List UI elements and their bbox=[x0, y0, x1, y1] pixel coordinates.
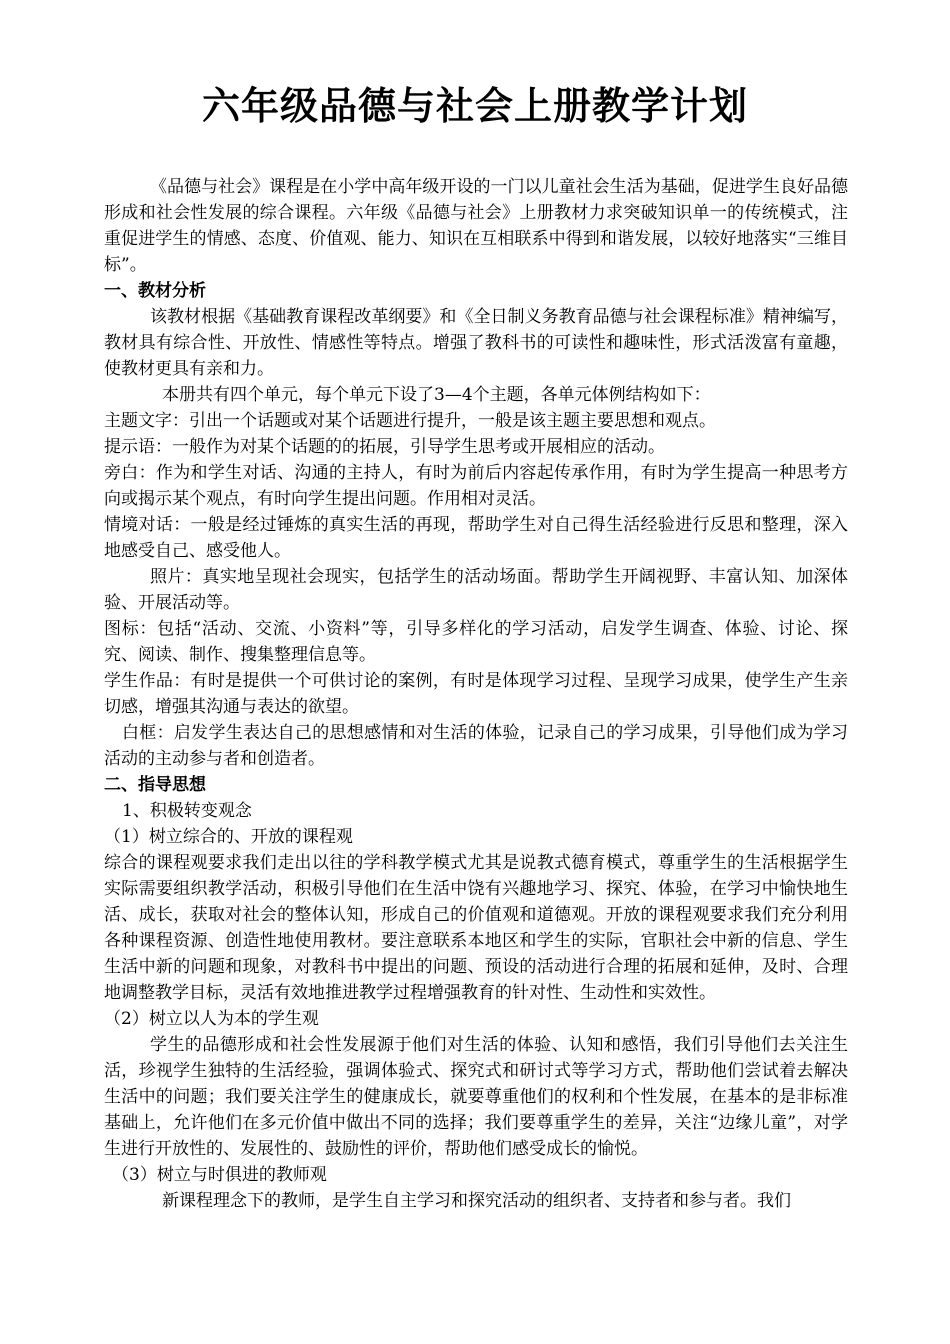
paragraph: 图标：包括“活动、交流、小资料”等，引导多样化的学习活动，启发学生调查、体验、讨论、探究、阅读、制作、搜集整理信息等。 bbox=[104, 619, 848, 665]
intro-paragraph: 《品德与社会》课程是在小学中高年级开设的一门以儿童社会生活为基础，促进学生良好品德形成和社会性发展的综合课程。六年级《品德与社会》上册教材力求突破知识单一的传统模式，注重促进学生的情感、态度、价值观、能力、知识在互相联系中得到和谐发展，以较好地落实“三维目标”。 bbox=[104, 177, 848, 275]
subheading: 1、积极转变观念 bbox=[122, 801, 252, 821]
paragraph: 照片：真实地呈现社会现实，包括学生的活动场面。帮助学生开阔视野、丰富认知、加深体验、开展活动等。 bbox=[104, 567, 848, 613]
paragraph: 提示语：一般作为对某个话题的的拓展，引导学生思考或开展相应的活动。 bbox=[104, 437, 665, 457]
document-body bbox=[104, 174, 848, 1214]
subheading: （3）树立与时俱进的教师观 bbox=[112, 1165, 327, 1185]
paragraph: 主题文字：引出一个话题或对某个话题进行提升，一般是该主题主要思想和观点。 bbox=[104, 411, 716, 431]
section-heading-guiding-ideology: 二、指导思想 bbox=[104, 775, 206, 795]
paragraph: 白框：启发学生表达自己的思想感情和对生活的体验，记录自己的学习成果，引导他们成为学习活动的主动参与者和创造者。 bbox=[104, 723, 848, 769]
paragraph: 旁白：作为和学生对话、沟通的主持人，有时为前后内容起传承作用，有时为学生提高一种思考方向或揭示某个观点，有时向学生提出问题。作用相对灵活。 bbox=[104, 463, 848, 509]
document-title: 六年级品德与社会上册教学计划 bbox=[201, 84, 748, 128]
paragraph: 学生作品：有时是提供一个可供讨论的案例，有时是体现学习过程、呈现学习成果，使学生产生亲切感，增强其沟通与表达的欲望。 bbox=[104, 671, 848, 717]
paragraph: 学生的品德形成和社会性发展源于他们对生活的体验、认知和感悟，我们引导他们去关注生活，珍视学生独特的生活经验，强调体验式、探究式和研讨式等学习方式，帮助他们尝试着去解决生活中的问题；我们要关注学生的健康成长，就要尊重他们的权利和个性发展，在基本的是非标准基础上，允许他们在多元价值中做出不同的选择；我们要尊重学生的差异，关注“边缘儿童”，对学生进行开放性的、发展性的、鼓励性的评价，帮助他们感受成长的愉悦。 bbox=[104, 1035, 848, 1159]
section-heading-textbook-analysis: 一、教材分析 bbox=[104, 281, 206, 301]
paragraph: 综合的课程观要求我们走出以往的学科教学模式尤其是说教式德育模式，尊重学生的生活根据学生实际需要组织教学活动，积极引导他们在生活中饶有兴趣地学习、探究、体验，在学习中愉快地生活、成长，获取对社会的整体认知，形成自己的价值观和道德观。开放的课程观要求我们充分利用各种课程资源、创造性地使用教材。要注意联系本地区和学生的实际，官职社会中新的信息、学生生活中新的问题和现象，对教科书中提出的问题、预设的活动进行合理的拓展和延伸，及时、合理地调整教学目标，灵活有效地推进教学过程增强教育的针对性、生动性和实效性。 bbox=[104, 853, 848, 1003]
paragraph: 新课程理念下的教师，是学生自主学习和探究活动的组织者、支持者和参与者。我们 bbox=[162, 1191, 791, 1211]
paragraph: 本册共有四个单元，每个单元下设了3—4个主题，各单元体例结构如下： bbox=[162, 385, 711, 405]
subheading: （1）树立综合的、开放的课程观 bbox=[104, 827, 353, 847]
paragraph: 情境对话：一般是经过锤炼的真实生活的再现，帮助学生对自己得生活经验进行反思和整理，深入地感受自己、感受他人。 bbox=[104, 515, 848, 561]
subheading: （2）树立以人为本的学生观 bbox=[104, 1009, 319, 1029]
paragraph: 该教材根据《基础教育课程改革纲要》和《全日制义务教育品德与社会课程标准》精神编写，教材具有综合性、开放性、情感性等特点。增强了教科书的可读性和趣味性，形式活泼富有童趣，使教材更具有亲和力。 bbox=[104, 307, 848, 379]
